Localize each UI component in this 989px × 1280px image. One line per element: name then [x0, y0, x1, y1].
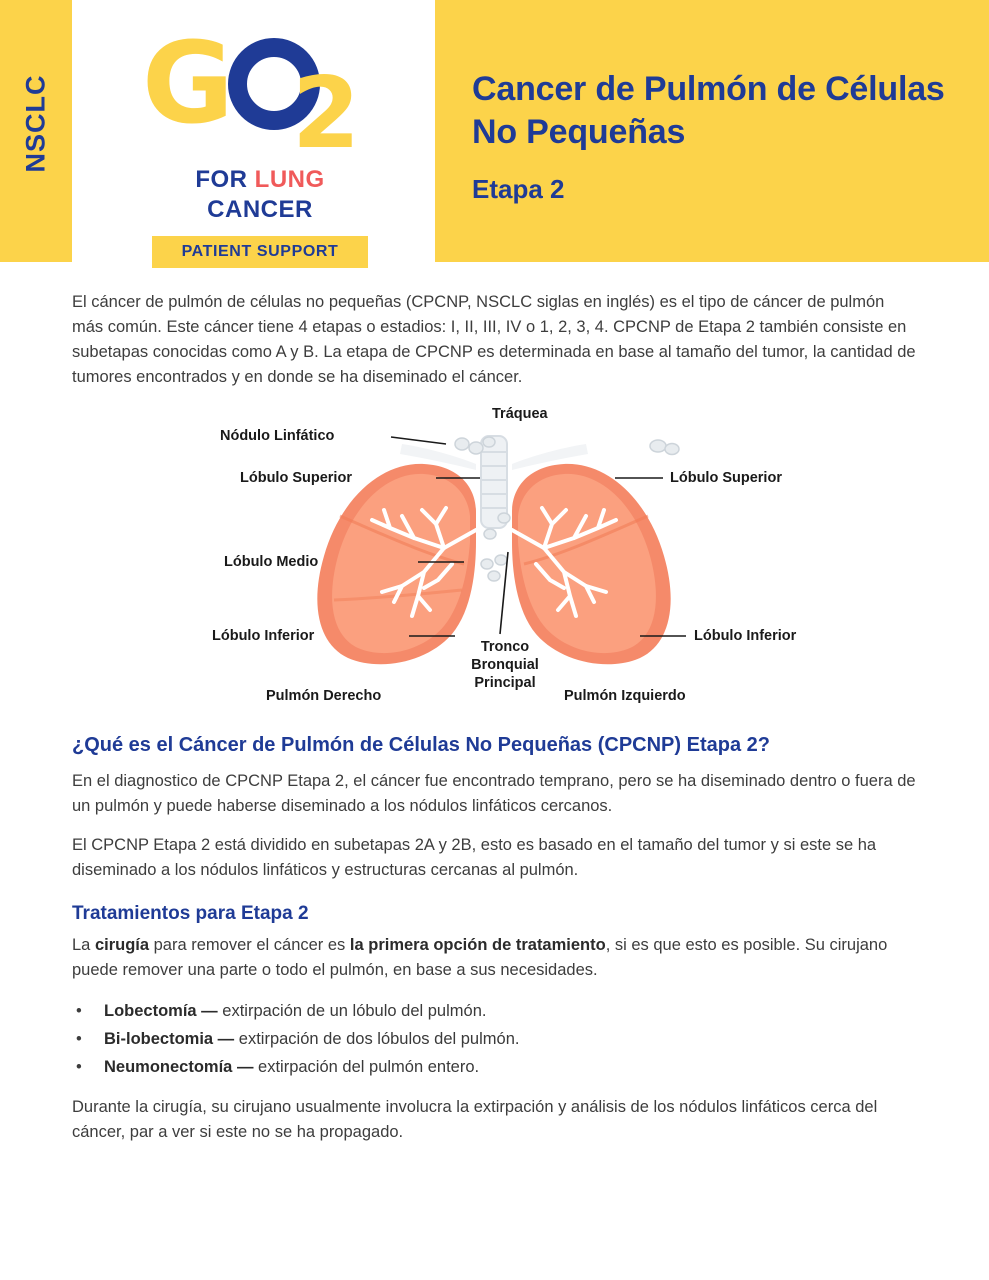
intro-paragraph: El cáncer de pulmón de células no pequeñas (CPCNP, NSCLC siglas en inglés) es el tipo de cáncer de pulmón más común. Este cáncer tiene 4 etapas o estadios: I, II, III, IV o 1, 2, 3, 4. CPCNP de Etapa 2 también consiste en subetapas conocidas como A y B. La etapa de CPCNP es determinada en base al tamaño del tumor, la cantidad de tumores encontrados y en donde se ha diseminado el cáncer. [72, 293, 916, 386]
list-item [72, 997, 917, 1025]
label-middle-lobe: Lóbulo Medio [224, 554, 319, 570]
section-heading-what-is: ¿Qué es el Cáncer de Pulmón de Células No Pequeñas (CPCNP) Etapa 2? [72, 734, 770, 756]
list-item-term: Neumonectomía — [104, 1058, 254, 1076]
label-lymph-node: Nódulo Linfático [220, 428, 335, 444]
logo-for-lung [110, 166, 410, 194]
bullet-dot-icon: • [76, 1002, 82, 1020]
logo-lung-text: LUNG [254, 166, 325, 193]
label-lower-lobe-left: Lóbulo Inferior [694, 628, 797, 644]
section-heading-treatments: Tratamientos para Etapa 2 [72, 903, 309, 924]
label-left-lung: Pulmón Izquierdo [564, 688, 686, 704]
list-item [72, 1053, 917, 1081]
lung-anatomy-diagram [72, 404, 917, 714]
treatments-paragraph-1 [72, 933, 917, 983]
treat-p1-bold-surgery: cirugía [94, 936, 150, 954]
logo-cancer-text: CANCER [207, 196, 313, 223]
label-lower-lobe-right: Lóbulo Inferior [212, 628, 315, 644]
label-trachea: Tráquea [492, 406, 548, 422]
treat-p1-e: , si es que esto es posible. Su cirujano puede remover una parte o todo el pulmón, en base a sus necesidades. [72, 936, 888, 979]
label-right-lung: Pulmón Derecho [266, 688, 382, 704]
treat-p1-c: para remover el cáncer es [149, 936, 350, 954]
page-header [0, 0, 989, 262]
logo-for-text: FOR [195, 166, 248, 193]
patient-support-badge: PATIENT SUPPORT [152, 236, 368, 268]
label-upper-lobe-left: Lóbulo Superior [670, 470, 782, 486]
page-subtitle: Etapa 2 [472, 174, 565, 204]
side-tab-label: NSCLC [20, 74, 51, 173]
what-is-paragraph-1: En el diagnostico de CPCNP Etapa 2, el cáncer fue encontrado temprano, pero se ha diseminado dentro o fuera de un pulmón y puede haberse diseminado a los nódulos linfáticos cercanos. [72, 772, 916, 815]
list-item-term: Lobectomía — [104, 1002, 218, 1020]
list-item-text: extirpación del pulmón entero. [253, 1058, 480, 1076]
go2-logo [110, 19, 410, 268]
document-body [72, 290, 917, 1159]
logo-letter-g: G [142, 19, 230, 149]
label-upper-lobe-right: Lóbulo Superior [240, 470, 352, 486]
treatment-list [72, 997, 917, 1081]
logo-digit-2: 2 [292, 57, 361, 171]
list-item-text: extirpación de dos lóbulos del pulmón. [234, 1030, 520, 1048]
logo-mark [110, 19, 410, 171]
treat-p1-bold-first-option: la primera opción de tratamiento [349, 936, 606, 954]
label-main-bronchus: Tronco Bronquial Principal [471, 639, 539, 691]
list-item-text: extirpación de un lóbulo del pulmón. [217, 1002, 487, 1020]
treatments-closing-paragraph: Durante la cirugía, su cirujano usualmente involucra la extirpación y análisis de los nódulos linfáticos cerca del cáncer, par a ver si este no se ha propagado. [72, 1098, 878, 1141]
list-item-term: Bi-lobectomia — [104, 1030, 235, 1048]
header-text-block [472, 68, 972, 205]
side-tab [0, 0, 72, 262]
treat-p1-a: La [72, 936, 95, 954]
bullet-dot-icon: • [76, 1058, 82, 1076]
what-is-paragraph-2: El CPCNP Etapa 2 está dividido en subetapas 2A y 2B, esto es basado en el tamaño del tumor y si este se ha diseminado a los nódulos linfáticos y estructuras cercanas al pulmón. [72, 836, 877, 879]
list-item [72, 1025, 917, 1053]
page-title: Cancer de Pulmón de Células No Pequeñas [472, 70, 945, 151]
bullet-dot-icon: • [76, 1030, 82, 1048]
